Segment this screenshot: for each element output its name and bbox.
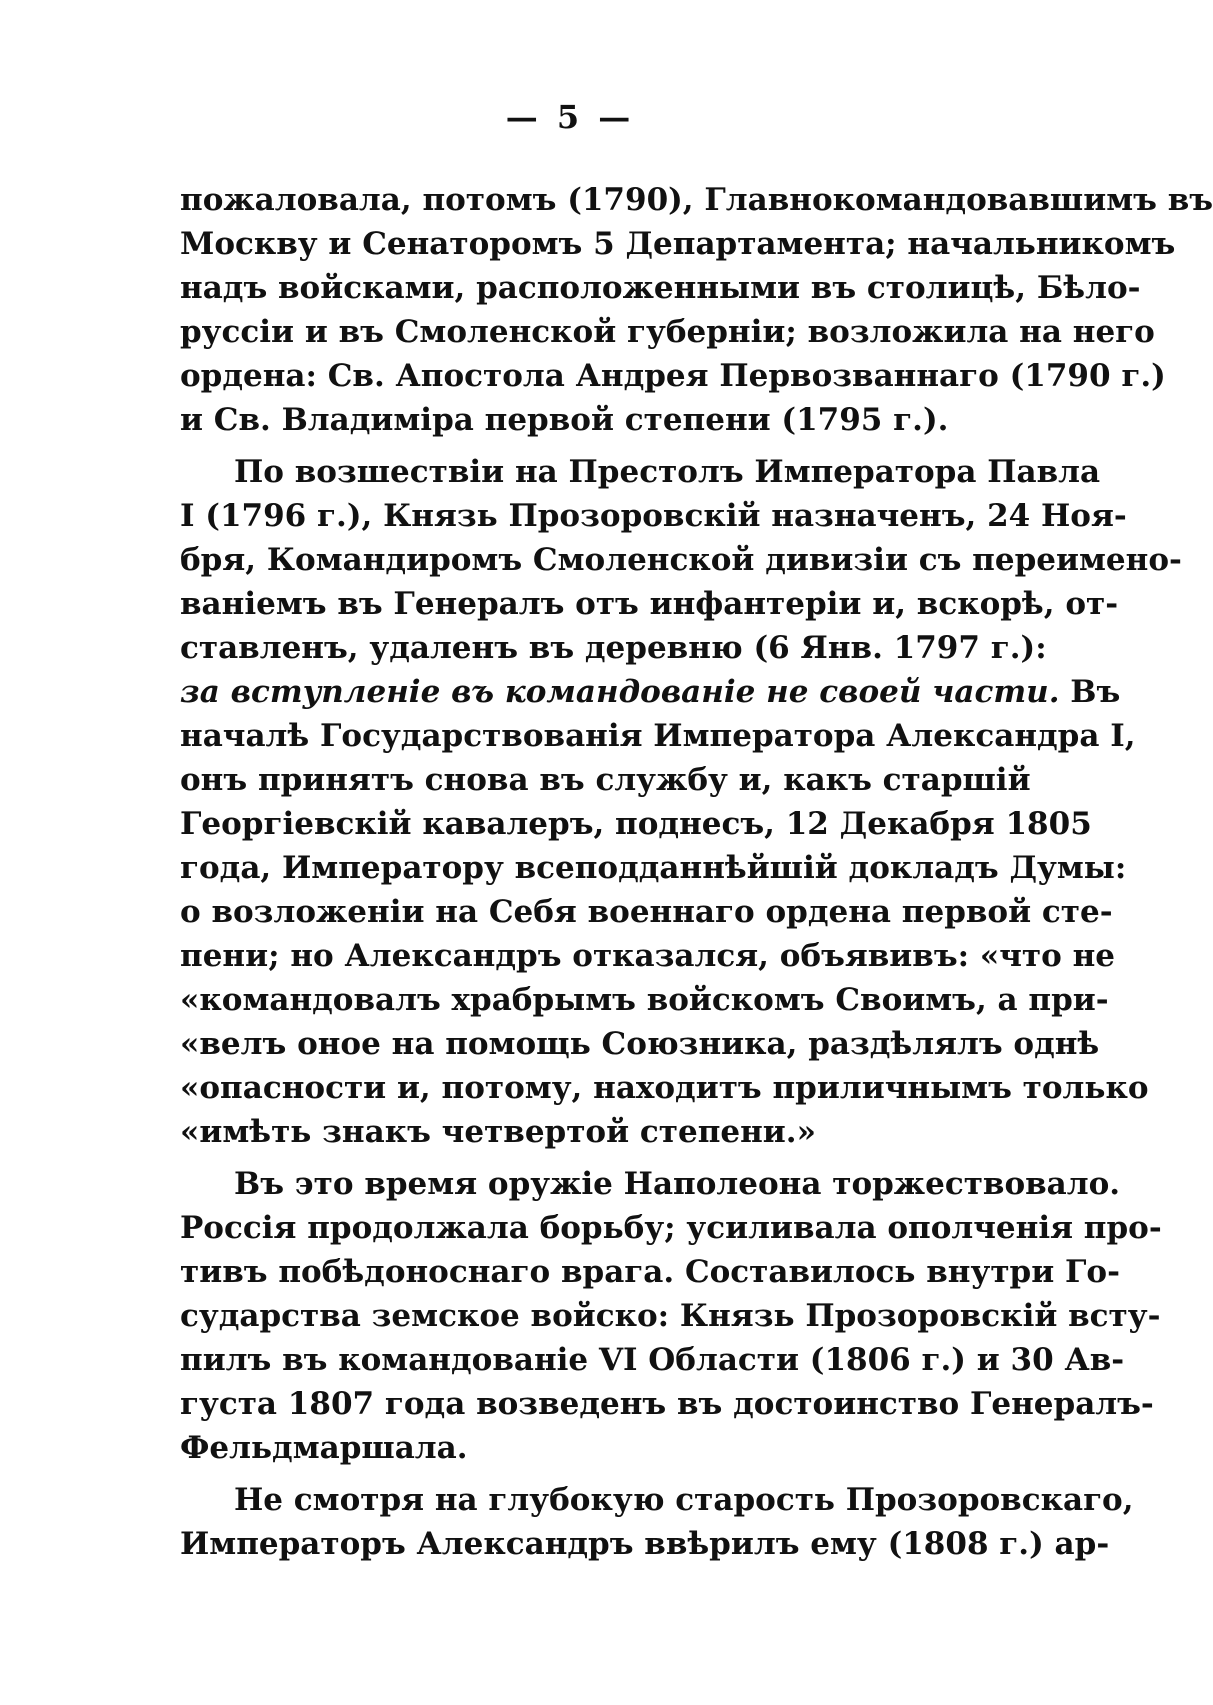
- text-line: Россія продолжала борьбу; усиливала ополченія про-: [180, 1210, 1162, 1246]
- text-line: Фельдмаршала.: [180, 1430, 468, 1466]
- text-line: сударства земское войско: Князь Прозоровскій всту-: [180, 1298, 1161, 1334]
- text-line: надъ войсками, расположенными въ столицѣ, Бѣло-: [180, 270, 1141, 306]
- text-line: руссіи и въ Смоленской губерніи; возложила на него: [180, 314, 1155, 350]
- text-line: о возложеніи на Себя военнаго ордена первой сте-: [180, 894, 1113, 930]
- text-line: ордена: Св. Апостола Андрея Первозваннаго (1790 г.): [180, 358, 1166, 394]
- paragraph-3: [180, 1162, 1162, 1470]
- text-line: По возшествіи на Престолъ Императора Павла: [234, 454, 1101, 490]
- text-line: Москву и Сенаторомъ 5 Департамента; начальникомъ: [180, 226, 1176, 262]
- text-line: Не смотря на глубокую старость Прозоровскаго,: [234, 1482, 1134, 1518]
- text-line: «имѣть знакъ четвертой степени.»: [180, 1114, 816, 1150]
- text-line: онъ принятъ снова въ службу и, какъ старшій: [180, 762, 1031, 798]
- paragraph-4: [180, 1478, 1134, 1566]
- text-line: Георгіевскій кавалеръ, поднесъ, 12 Декабря 1805: [180, 806, 1092, 842]
- paragraph-2: [180, 450, 1182, 1154]
- text-line: ставленъ, удаленъ въ деревню (6 Янв. 1797 г.):: [180, 630, 1047, 666]
- page-number: — 5 —: [505, 98, 635, 136]
- text-line: Въ это время оружіе Наполеона торжествовало.: [234, 1166, 1121, 1202]
- text-line: пени; но Александръ отказался, объявивъ: «что не: [180, 938, 1115, 974]
- text-line: «командовалъ храбрымъ войскомъ Своимъ, а при-: [180, 982, 1109, 1018]
- text-line: ваніемъ въ Генералъ отъ инфантеріи и, вскорѣ, от-: [180, 586, 1119, 622]
- text-line: тивъ побѣдоноснаго врага. Составилось внутри Го-: [180, 1254, 1120, 1290]
- italic-phrase: за вступленіе въ командованіе не своей части.: [180, 674, 1060, 710]
- text-line: началѣ Государствованія Императора Александра I,: [180, 718, 1136, 754]
- text-line: «опасности и, потому, находитъ приличнымъ только: [180, 1070, 1149, 1106]
- text-line: I (1796 г.), Князь Прозоровскій назначенъ, 24 Ноя-: [180, 498, 1127, 534]
- text-line: бря, Командиромъ Смоленской дивизіи съ переимено-: [180, 542, 1182, 578]
- paragraph-1: [180, 178, 1213, 442]
- text-line: и Св. Владиміра первой степени (1795 г.).: [180, 402, 949, 438]
- text-line: года, Императору всеподданнѣйшій докладъ Думы:: [180, 850, 1127, 886]
- text-line: пожаловала, потомъ (1790), Главнокомандовавшимъ въ: [180, 182, 1213, 218]
- text-line-italic: [180, 670, 1121, 714]
- text-line: густа 1807 года возведенъ въ достоинство Генералъ-: [180, 1386, 1154, 1422]
- text-tail: Въ: [1059, 674, 1121, 710]
- text-line: Императоръ Александръ ввѣрилъ ему (1808 г.) ар-: [180, 1526, 1110, 1562]
- body-text: [180, 178, 1213, 1566]
- text-line: «велъ оное на помощь Союзника, раздѣлялъ однѣ: [180, 1026, 1100, 1062]
- text-line: пилъ въ командованіе VI Области (1806 г.) и 30 Ав-: [180, 1342, 1125, 1378]
